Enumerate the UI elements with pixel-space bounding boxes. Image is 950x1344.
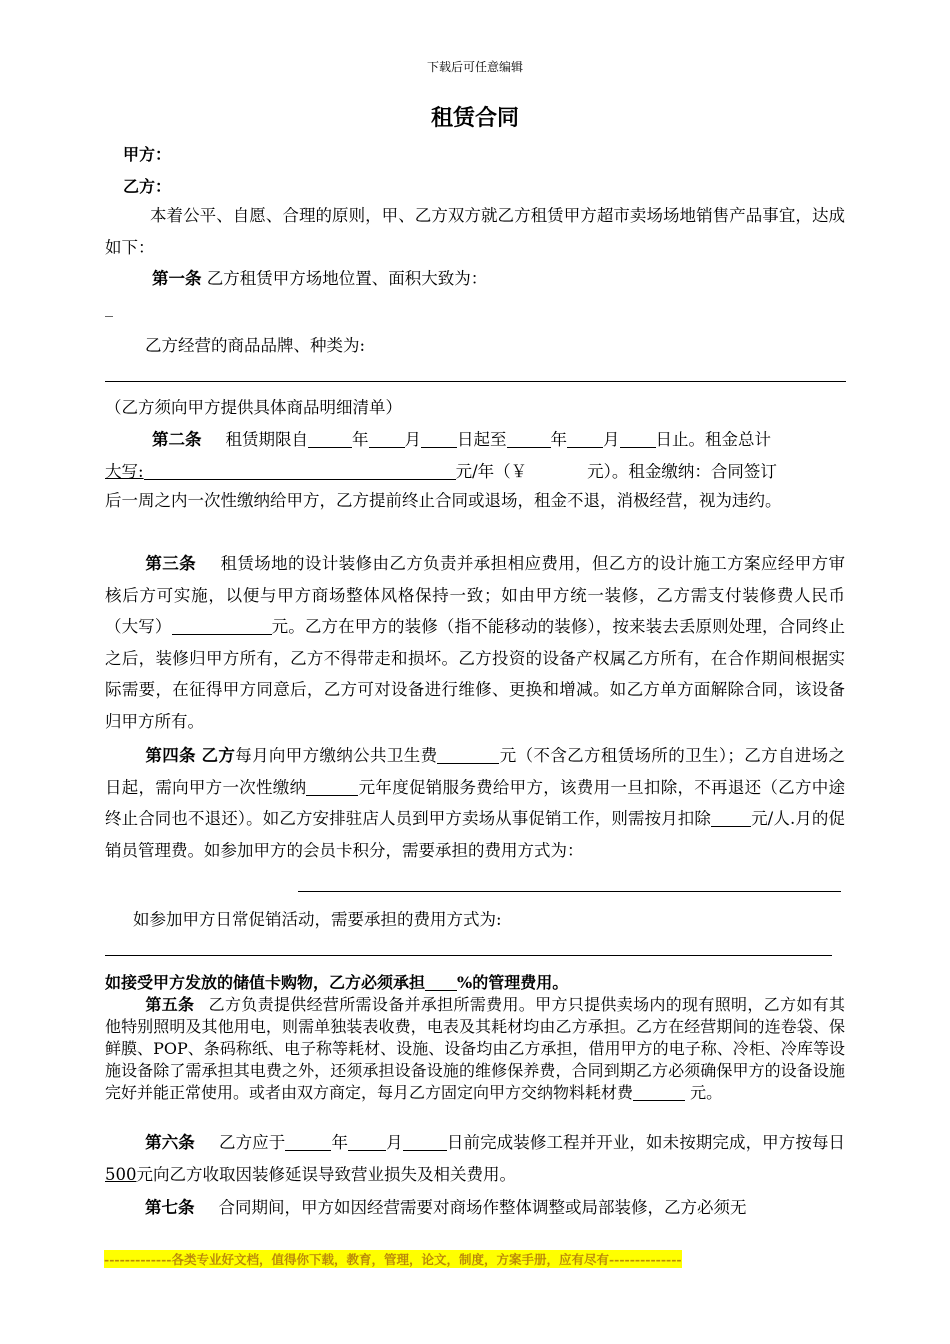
article-2-line2 [105,458,777,482]
article-4-heading: 第四条 [145,746,196,765]
party-b-label: 乙方： [123,177,172,196]
fee-blank [306,779,358,796]
footer-banner: -------------各类专业好文档，值得你下载，教育，管理，论文，制度，方案手册，应有尽有-------------- [104,1252,682,1267]
blank [567,431,603,448]
article-6-text2: 日前完成装修工程并开业，如未按期完成，甲方按每日 [446,1133,846,1152]
article-3-heading: 第三条 [145,554,197,573]
year-label: 年 [550,430,567,449]
article-1-blank: _ [105,298,113,317]
blank [369,431,405,448]
yuan-year: 元/年（￥ [455,462,528,481]
blank [507,431,551,448]
article-4 [105,740,845,866]
article-5-text: 乙方负责提供经营所需设备并承担所需费用。甲方只提供卖场内的现有照明，乙方如有其他特别照明及其他用电，则需单独装表收费，电表及其耗材均由乙方承担。乙方在经营期间的连卷袋、保鲜膜、POP、条码称纸、电子称等耗材、设施、设备均由乙方承担，借用甲方的电子称、冷柜、冷库等设施设备除了需承担其电费之外，还须承担设备设施的维修保养费，合同到期乙方必须确保甲方的设备设施完好并能正常使用。或者由双方商定，每月乙方固定向甲方交纳物料耗材费 [105,995,845,1102]
article-4-promo: 如参加甲方日常促销活动，需要承担的费用方式为: [133,910,502,929]
article-1-note: （乙方须向甲方提供具体商品明细清单） [105,398,402,417]
article-6-heading: 第六条 [145,1133,195,1152]
month-label: 月 [603,430,620,449]
blank [308,431,352,448]
daxie-label: 大写: [105,462,144,481]
blank [403,1134,447,1151]
day-label: 日止。租金总计 [655,430,771,449]
article-5-heading: 第五条 [145,995,195,1014]
article-3-text1: 租赁场地的设计装修由乙方负责并承担相应费用，但乙方的设计施工方案应经甲方审核后方可实施，以便与甲方商场整体风格保持一致；如由甲方统一装修，乙方需支付装修费人民币（大写） [105,554,846,636]
article-5 [105,994,845,1104]
blank [285,1134,331,1151]
yuan-close: 元）。租金缴纳：合同签订 [587,462,777,481]
party-a-label: 甲方： [123,145,172,164]
year-label: 年 [352,430,369,449]
article-4-card [105,970,568,993]
intro-paragraph: 本着公平、自愿、合理的原则，甲、乙方双方就乙方租赁甲方超市卖场场地销售产品事宜，达成如下： [105,206,845,257]
fee-blank [711,810,751,827]
article-3-text2: 元。乙方在甲方的装修（指不能移动的装修），按来装去丢原则处理，合同终止之后，装修归甲方所有，乙方不得带走和损坏。乙方投资的设备产权属乙方所有，在合作期间根据实际需要，在征得甲方同意后，乙方可对设备进行维修、更换和增减。如乙方单方面解除合同，该设备归甲方所有。 [105,617,846,731]
fee-blank [437,747,499,764]
year-label: 年 [331,1133,349,1152]
day-label: 日起至 [457,430,507,449]
article-5-end: 元。 [690,1083,723,1102]
article-7 [145,1194,747,1218]
goods-fill-line [105,381,846,382]
article-3 [105,548,845,737]
amount-blank [144,463,456,480]
article-1-goods: 乙方经营的商品品牌、种类为: [145,336,366,355]
fee-blank [633,1084,685,1101]
article-1-heading: 第一条 [152,269,202,288]
article-6-text1: 乙方应于 [218,1133,286,1152]
article-6 [105,1127,845,1190]
member-fill-line [298,891,841,892]
card-text-end: %的管理费用。 [457,973,569,992]
article-2-rest: 后一周之内一次性缴纳给甲方，乙方提前终止合同或退场，租金不退，消极经营，视为违约。 [105,491,782,510]
article-1-text: 乙方租赁甲方场地位置、面积大致为： [206,269,488,288]
article-7-heading: 第七条 [145,1198,195,1217]
promo-fill-line [105,955,832,956]
header-note: 下载后可任意编辑 [426,60,523,74]
blank [348,1134,386,1151]
article-4-text3: 元年度促销服务费给甲方，该费用一旦扣除，不再退还（乙方中途终止合同也不退还）。如乙方安排驻店人员到甲方卖场从事促销工作，则需按月扣除 [105,777,846,828]
article-4-text2: 元（不含乙方租赁场所的卫生）；乙方自进场之日起，需向甲方一次性缴纳 [105,746,846,797]
blank [421,431,457,448]
article-2-heading: 第二条 [152,430,202,449]
article-2-line1 [152,426,771,450]
percent-blank [425,974,457,991]
article-4-party: 乙方 [201,746,236,765]
month-label: 月 [386,1133,403,1152]
article-6-text3: 元向乙方收取因装修延误导致营业损失及相关费用。 [136,1164,516,1184]
article-4-text4: 元/人.月的促销员管理费。如参加甲方的会员卡积分，需要承担的费用方式为： [105,809,845,860]
amount-blank [172,618,272,635]
document-title: 租赁合同 [430,105,519,131]
article-2-text: 租赁期限自 [225,430,308,449]
daily-amount: 500 [105,1164,137,1184]
month-label: 月 [404,430,421,449]
article-4-text1: 每月向甲方缴纳公共卫生费 [235,746,438,765]
article-7-text: 合同期间，甲方如因经营需要对商场作整体调整或局部装修，乙方必须无 [218,1198,747,1217]
article-1 [152,263,842,295]
blank [620,431,656,448]
card-text: 如接受甲方发放的储值卡购物，乙方必须承担 [105,973,426,992]
